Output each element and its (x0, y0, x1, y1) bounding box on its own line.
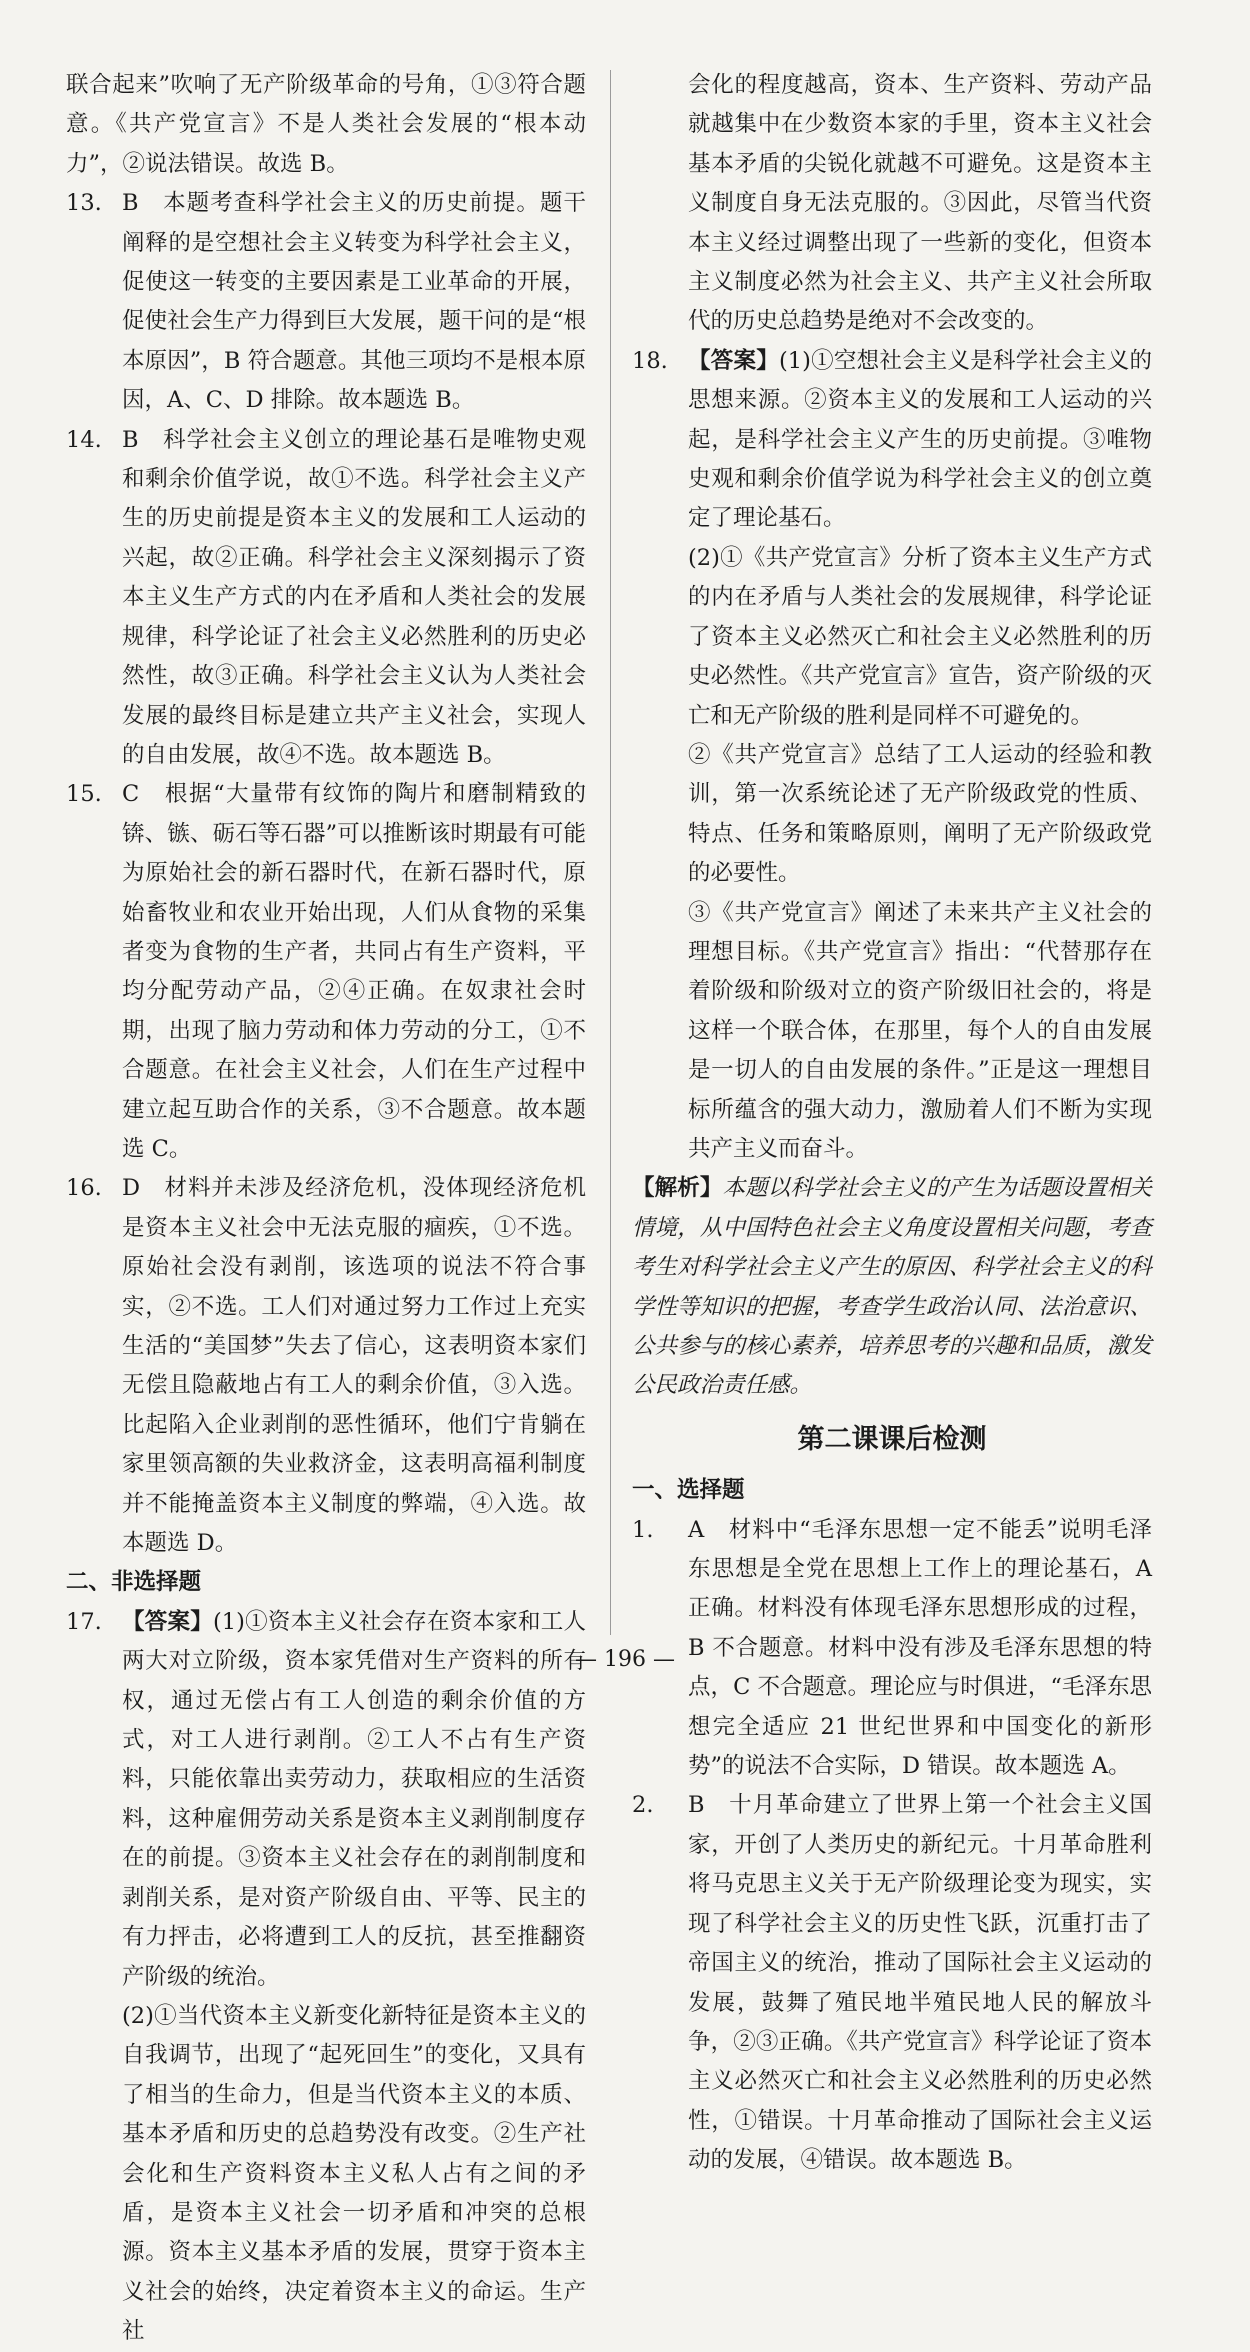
analysis-label: 【解析】 (632, 1175, 723, 1202)
answer-text: D 材料并未涉及经济危机，没体现经济危机是资本主义社会中无法克服的痼疾，①不选。原始社会没有剥削，该选项的说法不符合事实，②不选。工人们对通过努力工作过上充实生活的“美国梦”失去了信心，这表明资本家们无偿且隐蔽地占有工人的剩余价值，③入选。比起陷入企业剥削的恶性循环，他们宁肯躺在家里领高额的失业救济金，这表明高福利制度并不能掩盖资本主义制度的弊端，④入选。故本题选 D。 (122, 1175, 586, 1557)
page-number: — 196 — (575, 1647, 675, 1672)
answer-text: B 十月革命建立了世界上第一个社会主义国家，开创了人类历史的新纪元。十月革命胜利将马克思主义关于无产阶级理论变为现实，实现了科学社会主义的历史性飞跃，沉重打击了帝国主义的统治，推动了国际社会主义运动的发展，鼓舞了殖民地半殖民地人民的解放斗争，②③正确。《共产党宣言》科学论证了资本主义必然灭亡和社会主义必然胜利的历史必然性，①错误。十月革命推动了国际社会主义运动的发展，④错误。故本题选 B。 (688, 1792, 1152, 2174)
answer-16 (66, 1169, 586, 1563)
answer-15 (66, 775, 586, 1169)
answer-text: (1)①资本主义社会存在资本家和工人两大对立阶级，资本家凭借对生产资料的所有权，通过无偿占有工人创造的剩余价值的方式，对工人进行剥削。②工人不占有生产资料，只能依靠出卖劳动力，获取相应的生活资料，这种雇佣劳动关系是资本主义剥削制度存在的前提。③资本主义社会存在的剥削制度和剥削关系，是对资产阶级自由、平等、民主的有力抨击，必将遭到工人的反抗，甚至推翻资产阶级的统治。 (122, 1608, 586, 1990)
answer-number: 16. (66, 1175, 102, 1202)
lesson-title: 第二课课后检测 (797, 1423, 987, 1455)
answer-13 (66, 184, 586, 420)
answer-text: B 科学社会主义创立的理论基石是唯物史观和剩余价值学说，故①不选。科学社会主义产生的历史前提是资本主义的发展和工人运动的兴起，故②正确。科学社会主义深刻揭示了资本主义生产方式的内在矛盾和人类社会的发展规律，科学论证了社会主义必然胜利的历史必然性，故③正确。科学社会主义认为人类社会发展的最终目标是建立共产主义社会，实现人的自由发展，故④不选。故本题选 B。 (122, 426, 586, 768)
answer-17-continuation: 会化的程度越高，资本、生产资料、劳动产品就越集中在少数资本家的手里，资本主义社会基本矛盾的尖锐化就越不可避免。这是资本主义制度自身无法克服的。③因此，尽管当代资本主义经过调整出现了一些新的变化，但资本主义制度必然为社会主义、共产主义社会所取代的历史总趋势是绝对不会改变的。 (688, 72, 1152, 335)
answer-label: 【答案】 (122, 1608, 213, 1635)
answer-2 (632, 1786, 1152, 2180)
answer-text: A 材料中“毛泽东思想一定不能丢”说明毛泽东思想是全党在思想上工作上的理论基石，A 正确。材料没有体现毛泽东思想形成的过程，B 不合题意。材料中没有涉及毛泽东思想的特点，C 不合题意。理论应与时俱进，“毛泽东思想完全适应 21 世纪世界和中国变化的新形势”的说法不合实际，D 错误。故本题选 A。 (688, 1516, 1152, 1780)
answer-number: 14. (66, 426, 102, 453)
intro-paragraph: 联合起来”吹响了无产阶级革命的号角，①③符合题意。《共产党宣言》不是人类社会发展的“根本动力”，②说法错误。故选 B。 (66, 72, 586, 177)
answer-number: 17. (66, 1608, 102, 1635)
answer-18 (632, 342, 1152, 539)
analysis-paragraph (632, 1169, 1152, 1405)
answer-number: 15. (66, 781, 102, 808)
answer-number: 2. (632, 1792, 654, 1819)
answer-number: 1. (632, 1516, 654, 1543)
answer-number: 18. (632, 347, 668, 374)
answer-text: C 根据“大量带有纹饰的陶片和磨制精致的锛、镞、砺石等石器”可以推断该时期最有可能为原始社会的新石器时代，在新石器时代，原始畜牧业和农业开始出现，人们从食物的采集者变为食物的生产者，共同占有生产资料，平均分配劳动产品，②④正确。在奴隶社会时期，出现了脑力劳动和体力劳动的分工，①不合题意。在社会主义社会，人们在生产过程中建立起互助合作的关系，③不合题意。故本题选 C。 (122, 781, 586, 1162)
answer-text: B 本题考查科学社会主义的历史前提。题干阐释的是空想社会主义转变为科学社会主义，促使这一转变的主要因素是工业革命的开展，促使社会生产力得到巨大发展，题干问的是“根本原因”，B 符合题意。其他三项均不是根本原因，A、C、D 排除。故本题选 B。 (122, 190, 586, 414)
answer-body (688, 342, 1152, 539)
answer-14 (66, 421, 586, 776)
answer-17-part2: (2)①当代资本主义新变化新特征是资本主义的自我调节，出现了“起死回生”的变化，又具有了相当的生命力，但是当代资本主义的本质、基本矛盾和历史的总趋势没有改变。②生产社会化和生产资料资本主义私人占有之间的矛盾，是资本主义社会一切矛盾和冲突的总根源。资本主义基本矛盾的发展，贯穿于资本主义社会的始终，决定着资本主义的命运。生产社 (122, 2002, 586, 2345)
section-heading-nonchoice: 二、非选择题 (66, 1569, 202, 1596)
right-column (632, 66, 1152, 2181)
left-column (66, 66, 586, 2352)
answer-18-part2a: (2)①《共产党宣言》分析了资本主义生产方式的内在矛盾与人类社会的发展规律，科学论证了资本主义必然灭亡和社会主义必然胜利的历史必然性。《共产党宣言》宣告，资产阶级的灭亡和无产阶级的胜利是同样不可避免的。 (688, 544, 1152, 729)
answer-label: 【答案】 (688, 347, 779, 374)
answer-18-part2c: ③《共产党宣言》阐述了未来共产主义社会的理想目标。《共产党宣言》指出：“代替那存在着阶级和阶级对立的资产阶级旧社会的，将是这样一个联合体，在那里，每个人的自由发展是一切人的自由发展的条件。”正是这一理想目标所蕴含的强大动力，激励着人们不断为实现共产主义而奋斗。 (688, 899, 1152, 1162)
section-heading-choice: 一、选择题 (632, 1477, 745, 1504)
answer-text: (1)①空想社会主义是科学社会主义的思想来源。②资本主义的发展和工人运动的兴起，是科学社会主义产生的历史前提。③唯物史观和剩余价值学说为科学社会主义的创立奠定了理论基石。 (688, 347, 1152, 532)
answer-number: 13. (66, 190, 102, 217)
analysis-text: 本题以科学社会主义的产生为话题设置相关情境，从中国特色社会主义角度设置相关问题，考查考生对科学社会主义产生的原因、科学社会主义的科学性等知识的把握，考查学生政治认同、法治意识、公共参与的核心素养，培养思考的兴趣和品质，激发公民政治责任感。 (632, 1175, 1152, 1399)
column-divider (610, 70, 611, 1635)
answer-18-part2b: ②《共产党宣言》总结了工人运动的经验和教训，第一次系统论述了无产阶级政党的性质、特点、任务和策略原则，阐明了无产阶级政党的必要性。 (688, 741, 1152, 887)
